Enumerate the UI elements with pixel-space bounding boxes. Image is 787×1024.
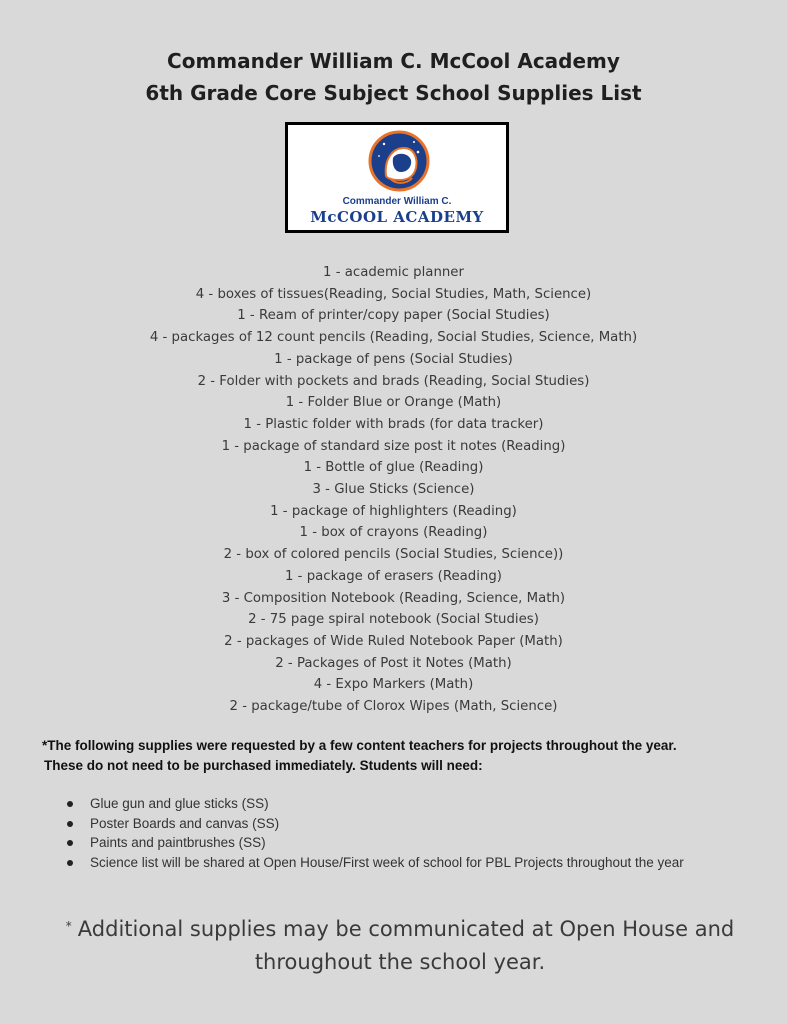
bullet-icon [67,801,73,807]
school-name-heading: Commander William C. McCool Academy [167,49,620,73]
bullet-icon [67,840,73,846]
footer-asterisk: * [65,919,72,933]
supply-item: 3 - Composition Notebook (Reading, Science, Math) [221,590,566,606]
supply-item: 4 - Expo Markers (Math) [313,677,474,693]
footer-line-1-text: Additional supplies may be communicated at Open House and [77,917,735,941]
project-item [62,794,762,814]
supply-item: 1 - package of erasers (Reading) [285,568,502,584]
logo-name: McCOOL ACADEMY [310,208,484,226]
list-title-heading: 6th Grade Core Subject School Supplies List [145,81,642,105]
supplies-list [0,262,787,718]
supply-item: 2 - packages of Wide Ruled Notebook Paper (Math) [224,633,563,649]
supply-item: 4 - packages of 12 count pencils (Reading, Social Studies, Science, Math) [149,330,638,346]
supply-item: 1 - Bottle of glue (Reading) [303,460,484,476]
bullet-icon [67,821,73,827]
footer-line-2: throughout the school year. [254,950,546,974]
note-line-1: *The following supplies were requested by a few content teachers for projects throughout the year. [42,738,677,753]
logo-subtitle: Commander William C. [342,196,452,207]
supply-item: 2 - Packages of Post it Notes (Math) [275,655,512,671]
supply-item: 1 - package of standard size post it notes (Reading) [221,438,566,454]
project-item-text: Science list will be shared at Open House/First week of school for PBL Projects throughout the year [90,854,684,870]
bullet-icon [67,860,73,866]
academy-logo [285,122,509,233]
supply-item: 3 - Glue Sticks (Science) [312,482,475,498]
project-item-text: Glue gun and glue sticks (SS) [90,796,269,811]
supply-item: 1 - package of highlighters (Reading) [270,503,517,519]
supply-item: 2 - Folder with pockets and brads (Reading, Social Studies) [197,373,590,389]
project-item-text: Paints and paintbrushes (SS) [90,835,266,851]
supply-item: 1 - package of pens (Social Studies) [274,351,513,367]
footer-line-1 [60,910,740,946]
project-supplies-note [42,736,762,776]
project-item-text: Poster Boards and canvas (SS) [90,815,280,831]
supply-item: 1 - Folder Blue or Orange (Math) [285,395,502,411]
supply-item: 1 - Ream of printer/copy paper (Social Studies) [237,308,550,324]
project-supplies-list [62,794,762,872]
supply-item: 2 - box of colored pencils (Social Studies, Science)) [223,547,564,563]
supply-item: 4 - boxes of tissues(Reading, Social Studies, Math, Science) [195,286,592,302]
supply-item: 1 - Plastic folder with brads (for data tracker) [243,416,544,432]
additional-supplies-footer [60,910,740,979]
supply-item: 1 - box of crayons (Reading) [299,525,488,541]
note-line-2: These do not need to be purchased immediately. Students will need: [44,758,483,773]
supply-item: 2 - package/tube of Clorox Wipes (Math, Science) [229,699,558,715]
supply-item: 2 - 75 page spiral notebook (Social Studies) [248,612,539,628]
project-item [62,833,762,853]
project-item [62,853,762,873]
astronaut-helmet-icon [368,130,430,192]
project-item [62,814,762,834]
supply-item: 1 - academic planner [323,265,464,280]
